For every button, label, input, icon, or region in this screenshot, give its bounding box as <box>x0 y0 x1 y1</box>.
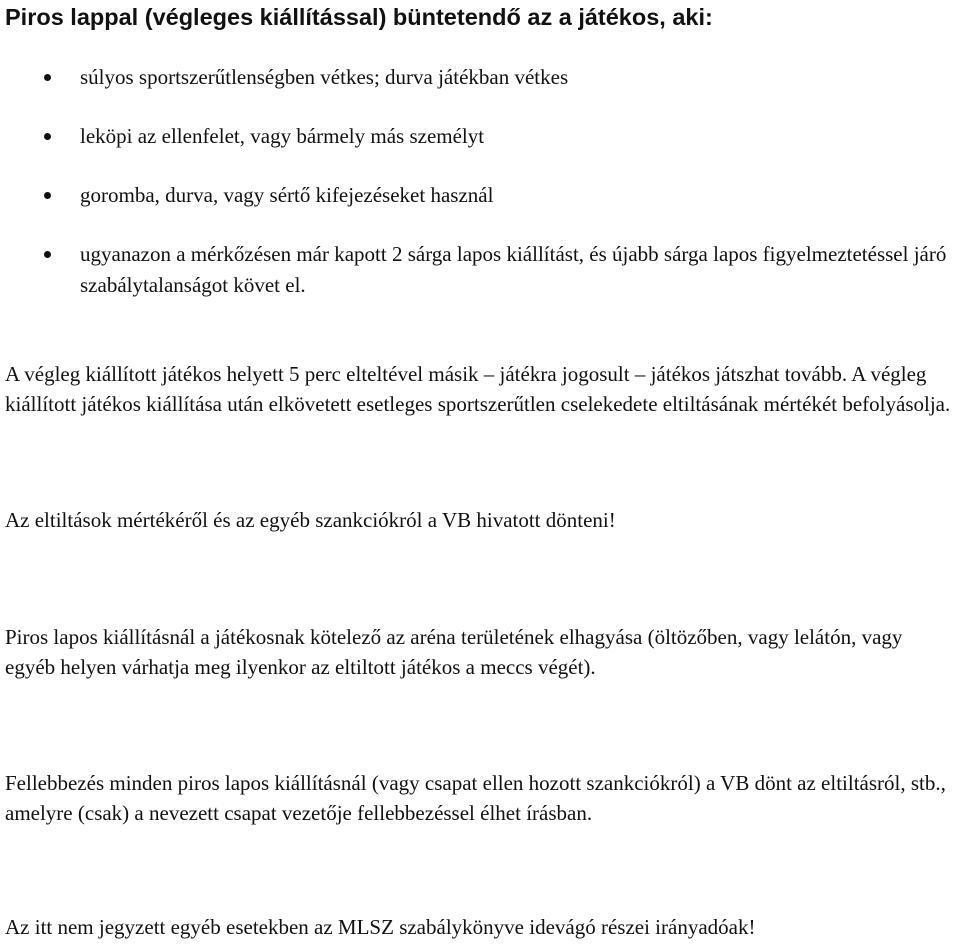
arena-exit-paragraph: Piros lapos kiállításnál a játékosnak kötelező az aréna területének elhagyása (öltözőben, vagy lelátón, vagy egyéb helyen várhatja meg ilyenkor az eltiltott játékos a meccs végét). <box>5 625 903 679</box>
list-item-text: leköpi az ellenfelet, vagy bármely más személyt <box>80 124 485 148</box>
bullet-icon <box>44 192 51 199</box>
sanctions-paragraph: Az eltiltások mértékéről és az egyéb szankciókról a VB hivatott dönteni! <box>5 508 616 532</box>
list-item <box>0 121 960 152</box>
list-item <box>0 180 960 211</box>
list-item-text: ugyanazon a mérkőzésen már kapott 2 sárga lapos kiállítást, és újabb sárga lapos figyelmeztetéssel járó szabálytalanságot követ el. <box>80 242 947 297</box>
rulebook-paragraph: Az itt nem jegyzett egyéb esetekben az MLSZ szabálykönyve idevágó részei irányadóak! <box>5 915 756 939</box>
replacement-paragraph: A végleg kiállított játékos helyett 5 perc elteltével másik – játékra jogosult – játékos játszhat tovább. A végleg kiállított játékos kiállítása után elkövetett esetleges sportszerűtlen cselekedete eltiltásának mértékét befolyásolja. <box>5 362 951 416</box>
list-item <box>0 62 960 93</box>
offense-list <box>0 62 960 301</box>
list-item-text: súlyos sportszerűtlenségben vétkes; durva játékban vétkes <box>80 65 569 89</box>
list-item-text: goromba, durva, vagy sértő kifejezéseket használ <box>80 183 494 207</box>
bullet-icon <box>44 74 51 81</box>
page-title: Piros lappal (végleges kiállítással) büntetendő az a játékos, aki: <box>5 4 713 30</box>
list-item <box>0 239 960 301</box>
bullet-icon <box>44 251 51 258</box>
appeal-paragraph: Fellebbezés minden piros lapos kiállításnál (vagy csapat ellen hozott szankciókról) a VB dönt az eltiltásról, stb., amelyre (csak) a nevezett csapat vezetője fellebbezéssel élhet írásban. <box>5 771 946 825</box>
bullet-icon <box>44 133 51 140</box>
